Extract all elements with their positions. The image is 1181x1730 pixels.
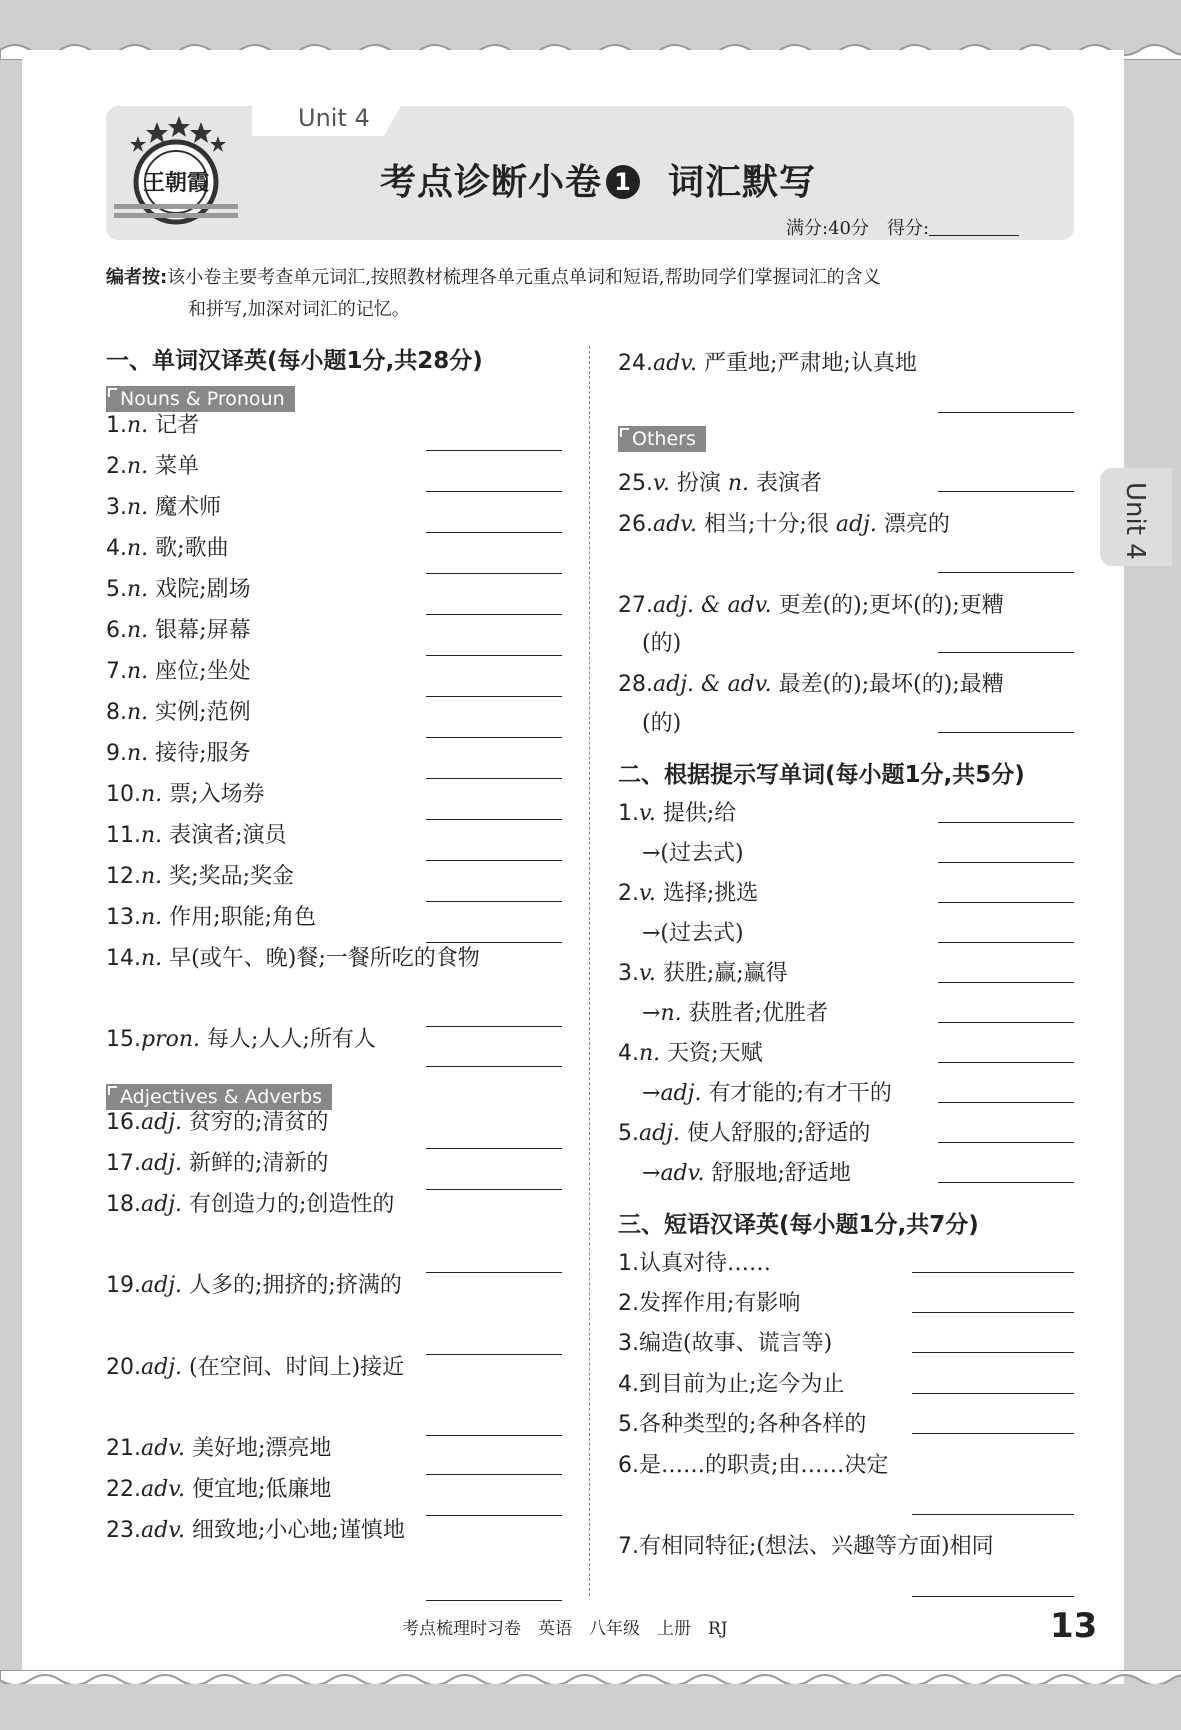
phrase-blank-2[interactable]: [912, 1312, 1074, 1313]
item-text: 魔术师: [155, 495, 222, 520]
question-28-cont: [642, 706, 681, 737]
hint-sub-5: →adv. 舒服地;舒适地: [642, 1161, 851, 1186]
item-number: 3.: [618, 1331, 639, 1356]
question-22: [106, 1472, 331, 1503]
section-2-heading: 二、根据提示写单词(每小题1分,共5分): [618, 762, 1025, 788]
sub-text: →(过去式): [642, 921, 744, 946]
hint-blank-3[interactable]: [938, 982, 1074, 983]
item-text: 细致地;小心地;谨慎地: [192, 1518, 405, 1543]
item-number: 26.: [618, 512, 653, 537]
item-text: 美好地;漂亮地: [192, 1436, 332, 1461]
part-of-speech: adv.: [653, 351, 698, 376]
score-label: 满分:40分 得分:: [786, 218, 930, 239]
item-number: 15.: [106, 1027, 141, 1052]
hint-blank-1[interactable]: [938, 822, 1074, 823]
phrase-question-7: [618, 1529, 994, 1560]
question-12: [106, 859, 294, 890]
item-text: 有相同特征;(想法、兴趣等方面)相同: [639, 1534, 994, 1559]
item-number: 1.: [618, 1251, 639, 1276]
part-of-speech: adv.: [141, 1477, 186, 1502]
answer-blank-1[interactable]: [426, 450, 562, 451]
answer-blank-16[interactable]: [426, 1148, 562, 1149]
category-adjectives: Adjectives & Adverbs: [106, 1084, 332, 1110]
question-20: [106, 1350, 404, 1381]
answer-blank-27[interactable]: [938, 652, 1074, 653]
question-24: [618, 346, 917, 377]
part-of-speech: n.: [127, 495, 149, 520]
phrase-question-4: [618, 1367, 844, 1398]
item-text: 实例;范例: [155, 700, 251, 725]
part-of-speech: adj. & adv.: [653, 593, 772, 618]
item-number: 12.: [106, 864, 141, 889]
part-of-speech: n.: [127, 413, 149, 438]
answer-blank-4[interactable]: [426, 573, 562, 574]
part-of-speech: n.: [141, 823, 163, 848]
item-text: 表演者;演员: [169, 823, 287, 848]
item-text: 记者: [155, 413, 200, 438]
hint-sub-blank-4[interactable]: [938, 1102, 1074, 1103]
item-number: 5.: [106, 577, 127, 602]
item-number: 9.: [106, 741, 127, 766]
phrase-question-2: [618, 1286, 800, 1317]
item-text: 更差(的);更坏(的);更糟: [778, 593, 1004, 618]
question-16: [106, 1105, 328, 1136]
question-26: [618, 507, 950, 538]
item-number: 16.: [106, 1110, 141, 1135]
item-text-2: 表演者: [756, 471, 823, 496]
part-of-speech: n.: [141, 946, 163, 971]
item-number: 21.: [106, 1436, 141, 1461]
answer-blank-21[interactable]: [426, 1474, 562, 1475]
item-text: 发挥作用;有影响: [639, 1291, 801, 1316]
phrase-blank-1[interactable]: [912, 1272, 1074, 1273]
item-number: 3.: [106, 495, 127, 520]
item-text: 贫穷的;清贫的: [189, 1110, 329, 1135]
answer-blank-9[interactable]: [426, 778, 562, 779]
score-line: [786, 214, 1019, 240]
item-number: 14.: [106, 946, 141, 971]
answer-blank-15[interactable]: [426, 1066, 562, 1067]
answer-blank-22[interactable]: [426, 1515, 562, 1516]
answer-blank-23[interactable]: [426, 1600, 562, 1601]
item-number: 19.: [106, 1273, 141, 1298]
note-label: 编者按:: [106, 267, 168, 288]
answer-blank-25[interactable]: [938, 491, 1074, 492]
part-of-speech: n.: [127, 454, 149, 479]
item-number: 7.: [106, 659, 127, 684]
item-number: 25.: [618, 471, 653, 496]
item-text: 各种类型的;各种各样的: [639, 1412, 867, 1437]
section-3-heading: 三、短语汉译英(每小题1分,共7分): [618, 1212, 979, 1238]
item-text: 扮演: [676, 471, 721, 496]
part-of-speech: adj. & adv.: [653, 672, 772, 697]
item-number: 7.: [618, 1534, 639, 1559]
item-number: 24.: [618, 351, 653, 376]
item-cont: (的): [642, 711, 682, 736]
question-28: [618, 667, 1004, 698]
question-10: [106, 777, 265, 808]
phrase-question-1: [618, 1246, 771, 1277]
question-19: [106, 1268, 402, 1299]
phrase-blank-5[interactable]: [912, 1433, 1074, 1434]
hint-sub-blank-1[interactable]: [938, 862, 1074, 863]
question-27-cont: [642, 626, 681, 657]
item-number: 3.: [618, 961, 639, 986]
part-of-speech-2: n.: [727, 471, 749, 496]
section-1-heading: 一、单词汉译英(每小题1分,共28分): [106, 348, 483, 374]
part-of-speech: n.: [639, 1041, 661, 1066]
title-number-badge: 1: [606, 165, 640, 199]
answer-blank-8[interactable]: [426, 737, 562, 738]
phrase-question-6: [618, 1448, 888, 1479]
page-title: [380, 154, 816, 205]
item-number: 6.: [618, 1453, 639, 1478]
phrase-question-5: [618, 1407, 866, 1438]
answer-blank-12[interactable]: [426, 901, 562, 902]
sub-pos: adv.: [660, 1161, 705, 1186]
item-text: 是……的职责;由……决定: [639, 1453, 889, 1478]
part-of-speech: adv.: [141, 1518, 186, 1543]
part-of-speech: adj.: [141, 1192, 183, 1217]
item-text: 获胜;赢;赢得: [662, 961, 788, 986]
part-of-speech: adv.: [653, 512, 698, 537]
hint-question-3: [618, 956, 788, 987]
part-of-speech: v.: [653, 471, 670, 496]
item-text: 人多的;拥挤的;挤满的: [189, 1273, 402, 1298]
part-of-speech: v.: [639, 801, 656, 826]
hint-question-5: [618, 1116, 870, 1147]
unit-label: Unit 4: [298, 104, 370, 132]
sub-text: 有才能的;有才干的: [708, 1081, 892, 1106]
part-of-speech: v.: [639, 881, 656, 906]
svg-text:王朝霞: 王朝霞: [142, 170, 210, 196]
item-text: 天资;天赋: [667, 1041, 763, 1066]
note-line-2: 和拼写,加深对词汇的记忆。: [188, 299, 410, 320]
answer-blank-5[interactable]: [426, 614, 562, 615]
answer-blank-3[interactable]: [426, 532, 562, 533]
note-line-1: 该小卷主要考查单元词汇,按照教材梳理各单元重点单词和短语,帮助同学们掌握词汇的含义: [167, 267, 881, 288]
item-text: 提供;给: [662, 801, 737, 826]
item-text: 到目前为止;迄今为止: [639, 1372, 845, 1397]
item-text: 认真对待……: [639, 1251, 772, 1276]
phrase-blank-7[interactable]: [912, 1596, 1074, 1597]
item-text: (在空间、时间上)接近: [189, 1355, 405, 1380]
hint-sub-2: [642, 916, 744, 947]
hint-sub-blank-2[interactable]: [938, 942, 1074, 943]
question-14: [106, 941, 480, 972]
item-text: 奖;奖品;奖金: [169, 864, 294, 889]
side-unit-tab: [1100, 468, 1172, 566]
item-number: 4.: [618, 1041, 639, 1066]
part-of-speech: pron.: [141, 1027, 201, 1052]
title-main: 考点诊断小卷: [380, 162, 603, 203]
part-of-speech: n.: [127, 741, 149, 766]
item-number: 2.: [106, 454, 127, 479]
sub-pos: n.: [660, 1001, 682, 1026]
part-of-speech: adj.: [141, 1151, 183, 1176]
part-of-speech: adj.: [141, 1273, 183, 1298]
hint-question-1: [618, 796, 736, 827]
item-number: 4.: [106, 536, 127, 561]
answer-blank-18[interactable]: [426, 1272, 562, 1273]
item-text: 新鲜的;清新的: [189, 1151, 329, 1176]
question-18: [106, 1187, 394, 1218]
part-of-speech: n.: [127, 700, 149, 725]
item-text: 编造(故事、谎言等): [639, 1331, 833, 1356]
question-4: [106, 531, 229, 562]
hint-blank-2[interactable]: [938, 902, 1074, 903]
item-number: 23.: [106, 1518, 141, 1543]
item-number: 27.: [618, 593, 653, 618]
item-text: 票;入场券: [169, 782, 265, 807]
phrase-blank-4[interactable]: [912, 1393, 1074, 1394]
sub-text: →(过去式): [642, 841, 744, 866]
sub-text: 获胜者;优胜者: [688, 1001, 829, 1026]
answer-blank-28[interactable]: [938, 732, 1074, 733]
editor-note: [106, 262, 1082, 326]
item-number: 11.: [106, 823, 141, 848]
question-23: [106, 1513, 405, 1544]
hint-sub-4: →adj. 有才能的;有才干的: [642, 1081, 892, 1106]
question-13: [106, 900, 316, 931]
question-1: [106, 408, 199, 439]
question-15: [106, 1022, 376, 1053]
answer-blank-24[interactable]: [938, 412, 1074, 413]
item-number: 13.: [106, 905, 141, 930]
item-text: 作用;职能;角色: [169, 905, 316, 930]
question-2: [106, 449, 199, 480]
item-text: 有创造力的;创造性的: [189, 1192, 395, 1217]
question-17: [106, 1146, 328, 1177]
hint-question-4: [618, 1036, 763, 1067]
part-of-speech: adj.: [639, 1121, 681, 1146]
hint-sub-3: →n. 获胜者;优胜者: [642, 1001, 829, 1026]
part-of-speech: n.: [127, 536, 149, 561]
answer-blank-17[interactable]: [426, 1189, 562, 1190]
item-number: 10.: [106, 782, 141, 807]
item-number: 18.: [106, 1192, 141, 1217]
item-text: 相当;十分;很: [704, 512, 829, 537]
part-of-speech: v.: [639, 961, 656, 986]
item-number: 5.: [618, 1412, 639, 1437]
item-text: 接待;服务: [155, 741, 251, 766]
item-text: 严重地;严肃地;认真地: [704, 351, 917, 376]
item-number: 6.: [106, 618, 127, 643]
item-number: 5.: [618, 1121, 639, 1146]
item-text: 戏院;剧场: [155, 577, 251, 602]
question-11: [106, 818, 287, 849]
question-8: [106, 695, 251, 726]
item-text: 银幕;屏幕: [155, 618, 251, 643]
item-text: 选择;挑选: [662, 881, 759, 906]
part-of-speech: adj.: [141, 1355, 183, 1380]
title-sub: 词汇默写: [668, 162, 817, 203]
sub-text: 舒服地;舒适地: [711, 1161, 851, 1186]
item-text: 歌;歌曲: [155, 536, 229, 561]
item-number: 1.: [618, 801, 639, 826]
brand-logo: [114, 112, 238, 232]
hint-sub-blank-3[interactable]: [938, 1022, 1074, 1023]
question-3: [106, 490, 221, 521]
column-divider: [589, 346, 590, 1596]
answer-blank-10[interactable]: [426, 819, 562, 820]
answer-blank-7[interactable]: [426, 696, 562, 697]
answer-blank-11[interactable]: [426, 860, 562, 861]
answer-blank-6[interactable]: [426, 655, 562, 656]
part-of-speech: n.: [127, 659, 149, 684]
item-number: 2.: [618, 1291, 639, 1316]
part-of-speech: adv.: [141, 1436, 186, 1461]
answer-blank-2[interactable]: [426, 491, 562, 492]
phrase-question-3: [618, 1326, 832, 1357]
question-6: [106, 613, 251, 644]
item-number: 8.: [106, 700, 127, 725]
item-text: 便宜地;低廉地: [192, 1477, 332, 1502]
item-number: 1.: [106, 413, 127, 438]
question-21: [106, 1431, 331, 1462]
question-7: [106, 654, 251, 685]
item-number: 2.: [618, 881, 639, 906]
page-number: 13: [1050, 1606, 1098, 1646]
question-9: [106, 736, 251, 767]
sub-pos: adj.: [660, 1081, 702, 1106]
item-text: 座位;坐处: [155, 659, 251, 684]
wavy-border-bottom: [0, 1670, 1181, 1730]
hint-sub-blank-5[interactable]: [938, 1182, 1074, 1183]
item-cont: (的): [642, 631, 682, 656]
category-others: Others: [618, 426, 706, 452]
footer-text: 考点梳理时习卷 英语 八年级 上册 RJ: [402, 1619, 728, 1639]
hint-sub-1: [642, 836, 744, 867]
hint-question-2: [618, 876, 758, 907]
question-27: [618, 588, 1004, 619]
answer-blank-20[interactable]: [426, 1435, 562, 1436]
item-number: 4.: [618, 1372, 639, 1397]
item-text-2: 漂亮的: [883, 512, 950, 537]
item-number: 22.: [106, 1477, 141, 1502]
part-of-speech: n.: [141, 905, 163, 930]
answer-blank-14[interactable]: [426, 1026, 562, 1027]
part-of-speech: n.: [141, 782, 163, 807]
part-of-speech: n.: [127, 577, 149, 602]
phrase-blank-3[interactable]: [912, 1352, 1074, 1353]
question-5: [106, 572, 251, 603]
score-blank[interactable]: [929, 217, 1019, 236]
item-text: 早(或午、晚)餐;一餐所吃的食物: [169, 946, 480, 971]
phrase-blank-6[interactable]: [912, 1514, 1074, 1515]
part-of-speech-2: adj.: [835, 512, 877, 537]
question-25: [618, 466, 822, 497]
item-number: 28.: [618, 672, 653, 697]
item-text: 使人舒服的;舒适的: [687, 1121, 871, 1146]
item-number: 17.: [106, 1151, 141, 1176]
part-of-speech: n.: [141, 864, 163, 889]
item-text: 每人;人人;所有人: [207, 1027, 376, 1052]
item-text: 菜单: [155, 454, 200, 479]
part-of-speech: n.: [127, 618, 149, 643]
item-number: 20.: [106, 1355, 141, 1380]
side-unit-label: Unit 4: [1120, 482, 1150, 560]
item-text: 最差(的);最坏(的);最糟: [778, 672, 1004, 697]
category-nouns: Nouns & Pronoun: [106, 386, 295, 412]
answer-blank-19[interactable]: [426, 1354, 562, 1355]
hint-blank-4[interactable]: [938, 1062, 1074, 1063]
hint-blank-5[interactable]: [938, 1142, 1074, 1143]
part-of-speech: adj.: [141, 1110, 183, 1135]
answer-blank-26[interactable]: [938, 572, 1074, 573]
